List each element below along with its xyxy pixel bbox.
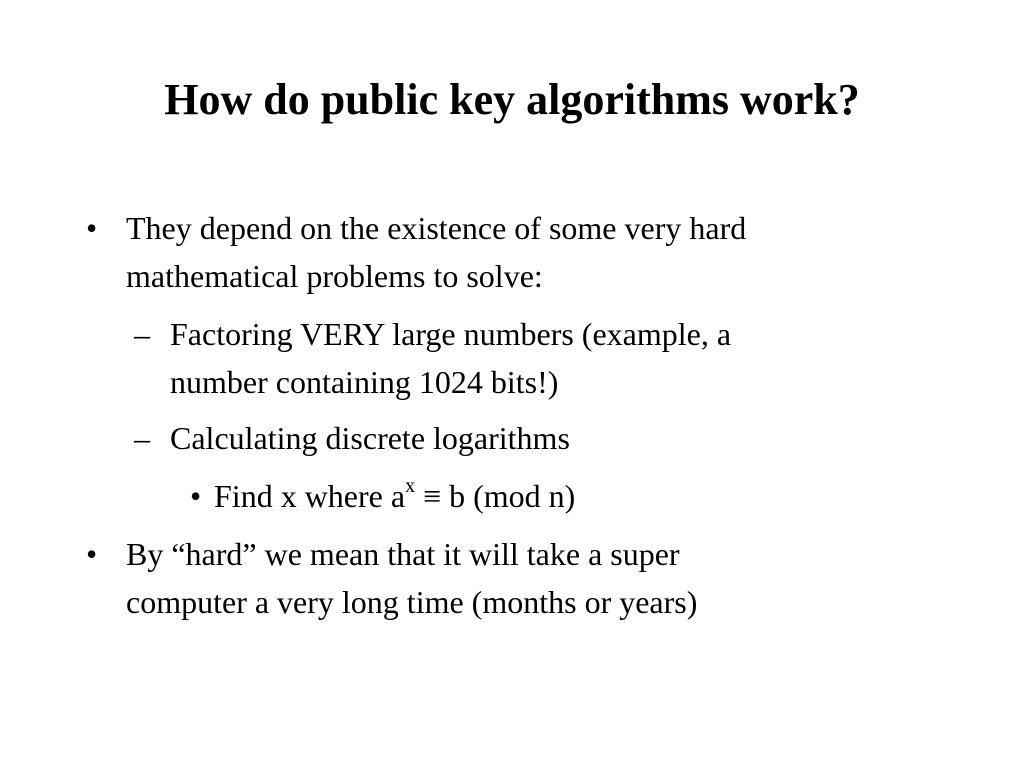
sub-bullet-dash: – <box>134 420 150 456</box>
sub-bullet-dash: – <box>134 316 150 352</box>
bullet-marker: • <box>86 210 98 246</box>
bullet-text-line: computer a very long time (months or years) <box>126 584 698 620</box>
formula-line <box>214 476 575 516</box>
bullet-marker: • <box>86 536 98 572</box>
bullet-text-line: They depend on the existence of some very hard <box>126 210 747 246</box>
sub-sub-bullet-marker: • <box>190 478 202 514</box>
formula-superscript: x <box>405 475 416 498</box>
sub-bullet-text-line: Calculating discrete logarithms <box>170 420 570 456</box>
sub-bullet-text-line: number containing 1024 bits!) <box>170 364 559 400</box>
bullet-text-line: mathematical problems to solve: <box>126 258 543 294</box>
formula-text-after: ≡ b (mod n) <box>415 478 576 514</box>
formula-text-before: Find x where a <box>214 478 406 514</box>
slide-title: How do public key algorithms work? <box>164 75 860 124</box>
sub-bullet-text-line: Factoring VERY large numbers (example, a <box>170 316 732 352</box>
bullet-text-line: By “hard” we mean that it will take a super <box>126 536 680 572</box>
